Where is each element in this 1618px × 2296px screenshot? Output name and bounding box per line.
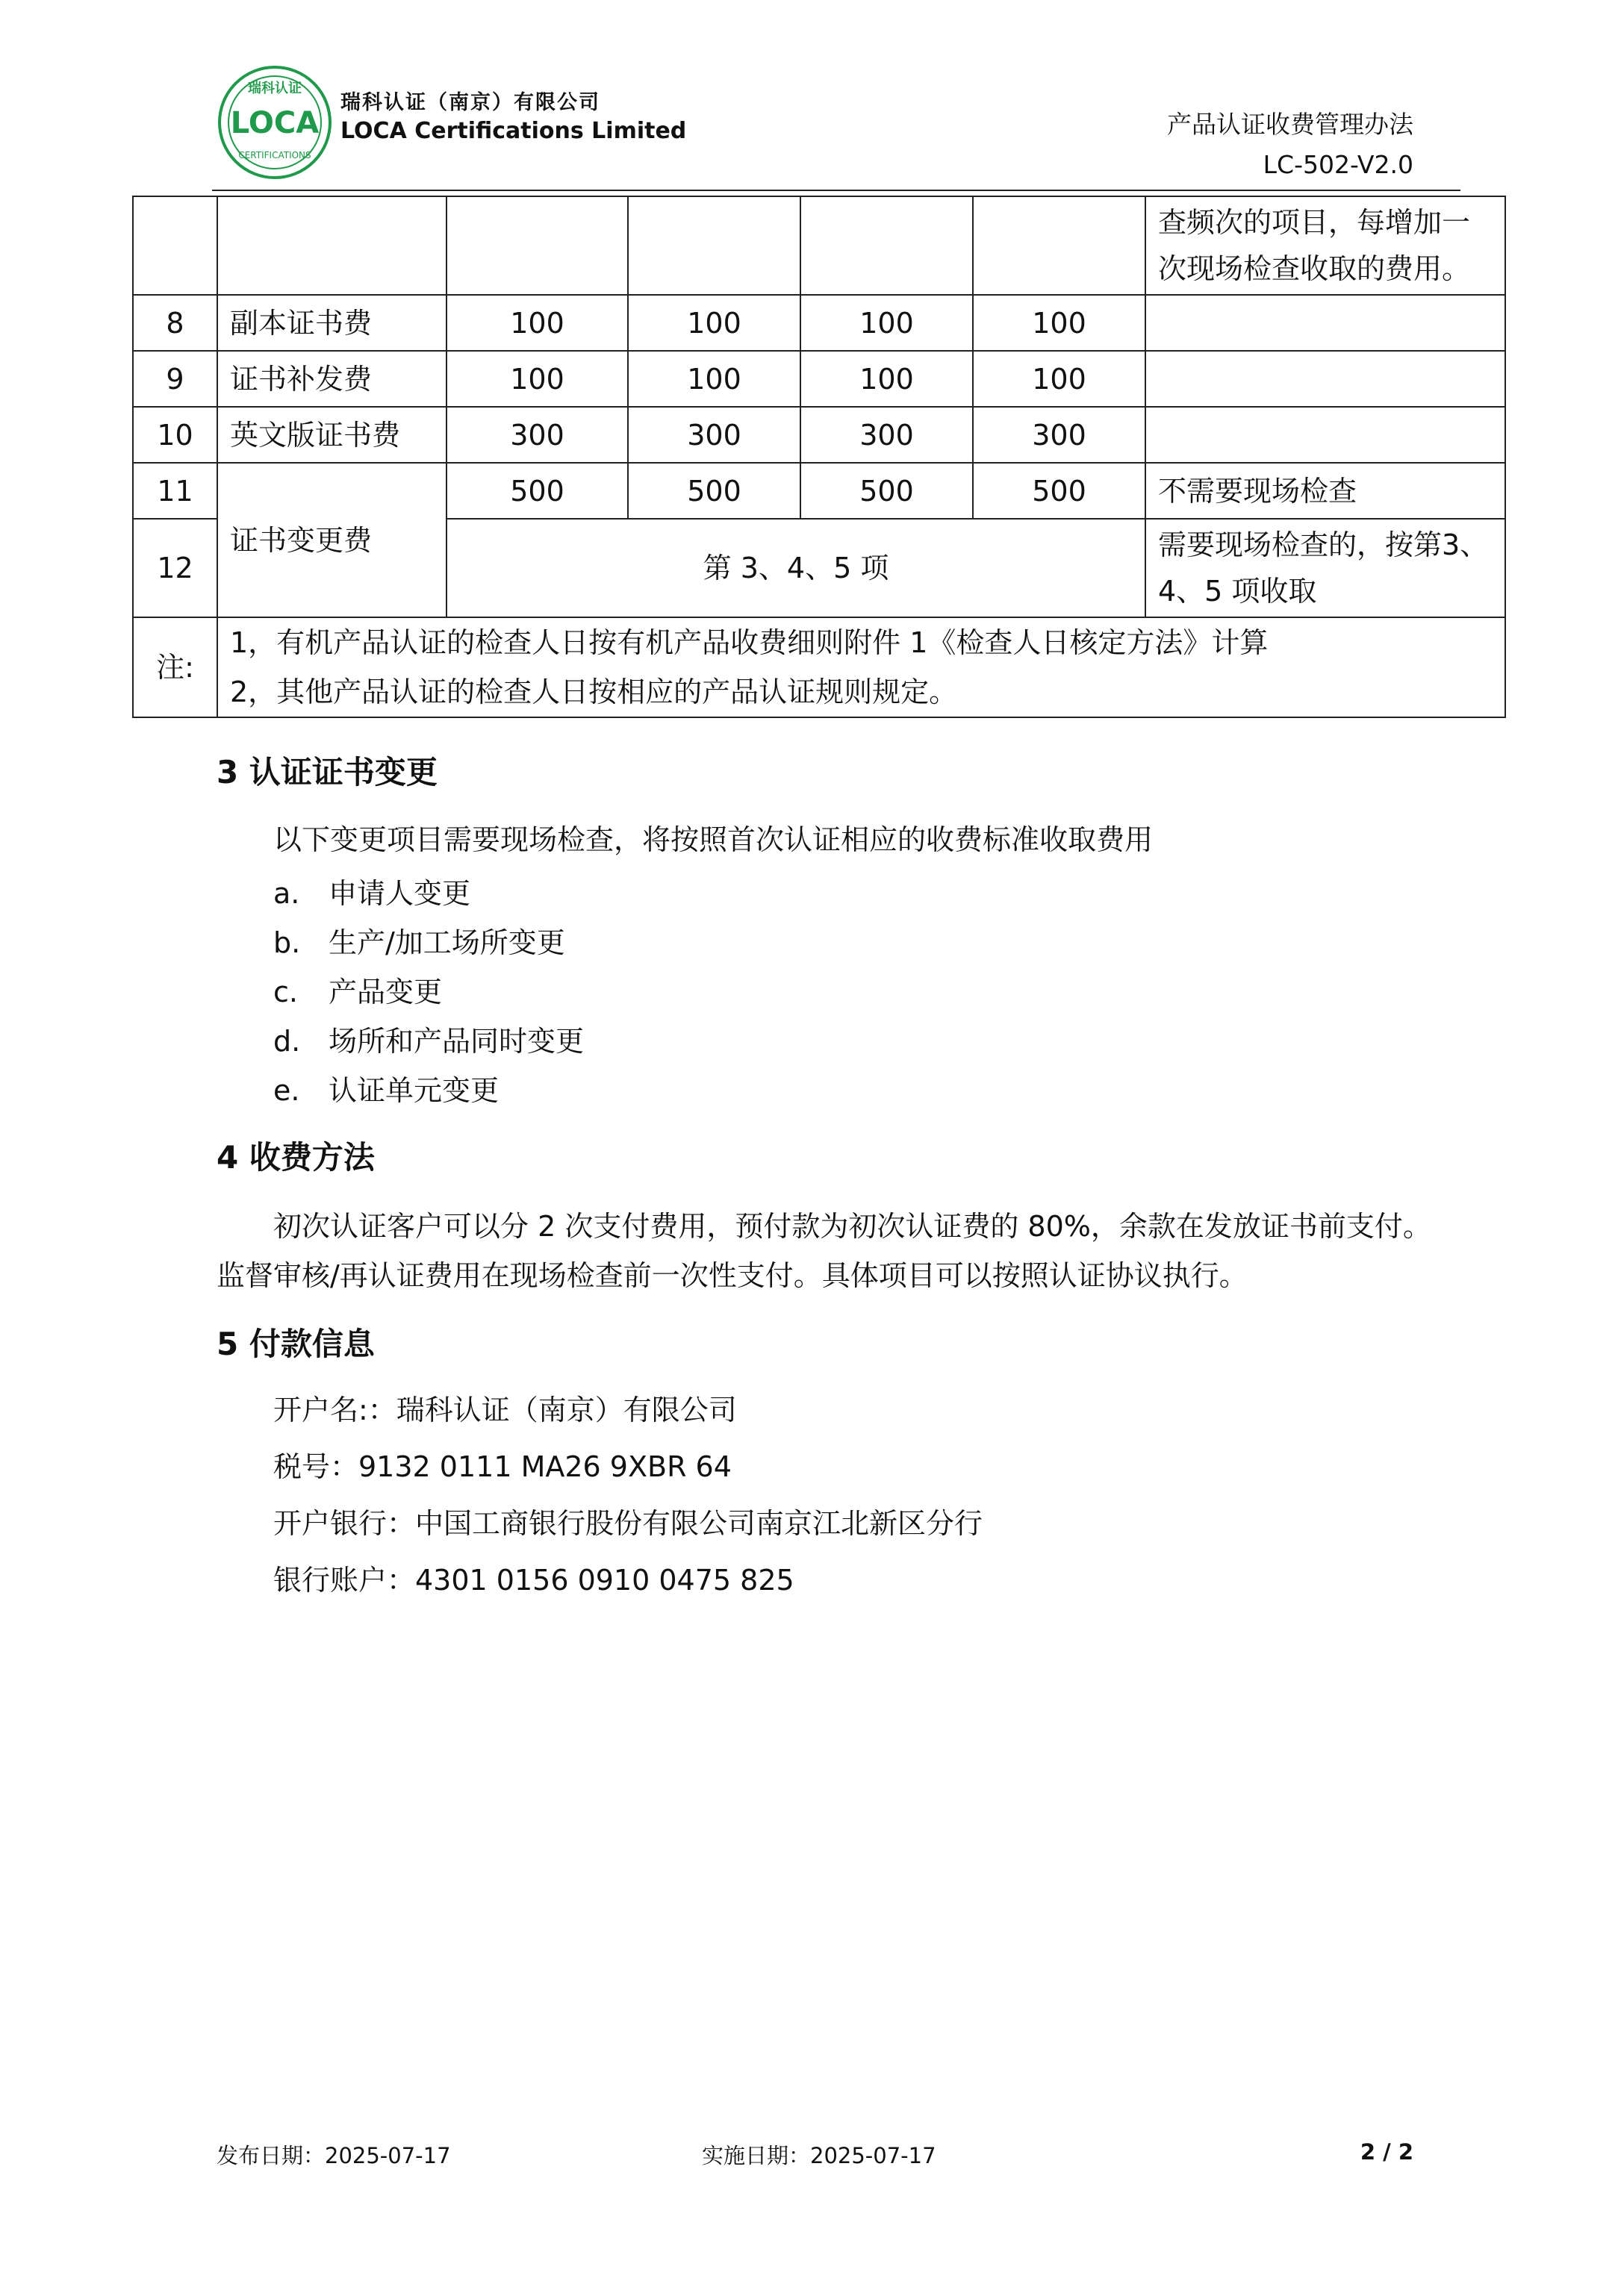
company-name-cn: 瑞科认证（南京）有限公司 — [340, 91, 600, 114]
account-name: 开户名:：瑞科认证（南京）有限公司 — [273, 1394, 737, 1426]
fee-value: 300 — [628, 407, 800, 463]
logo-ring-text: CERTIFICATIONS — [238, 150, 311, 160]
logo-seal-text: 瑞科认证 — [248, 81, 302, 96]
table-row — [133, 351, 1505, 407]
list-item-text: 生产/加工场所变更 — [329, 926, 565, 959]
fee-value: 300 — [800, 407, 973, 463]
list-marker: b. — [273, 926, 301, 959]
document-title-block — [1167, 104, 1413, 185]
note-line: 1，有机产品认证的检查人日按有机产品收费细则附件 1《检查人日核定方法》计算 — [230, 626, 1269, 659]
logo-mark: LOCA — [230, 106, 320, 140]
company-name-block — [340, 90, 686, 146]
row-number: 8 — [133, 295, 217, 351]
fee-value: 300 — [973, 407, 1145, 463]
row-number: 9 — [133, 351, 217, 407]
table-row — [133, 196, 1505, 295]
section-3-heading: 3 认证证书变更 — [217, 754, 438, 790]
fee-value: 500 — [800, 463, 973, 519]
fee-value: 300 — [446, 407, 628, 463]
note-cell — [217, 617, 1505, 717]
list-item-text: 产品变更 — [329, 976, 443, 1008]
row-number: 12 — [133, 519, 217, 617]
note-line: 2，其他产品认证的检查人日按相应的产品认证规则规定。 — [230, 676, 958, 708]
note-label: 注: — [133, 617, 217, 717]
section-4-heading: 4 收费方法 — [217, 1139, 375, 1176]
remark-cell: 不需要现场检查 — [1145, 463, 1505, 519]
list-marker: d. — [273, 1025, 301, 1058]
fee-value: 100 — [973, 295, 1145, 351]
list-marker: a. — [273, 877, 300, 910]
table-note-row — [133, 617, 1505, 717]
fee-item: 证书补发费 — [217, 351, 446, 407]
fee-value: 500 — [446, 463, 628, 519]
remark-cell — [1145, 351, 1505, 407]
fee-value: 100 — [446, 295, 628, 351]
fee-value: 100 — [628, 351, 800, 407]
fee-value: 500 — [628, 463, 800, 519]
merged-fee-cell: 第 3、4、5 项 — [446, 519, 1145, 617]
list-marker: c. — [273, 976, 298, 1008]
list-item-text: 场所和产品同时变更 — [329, 1025, 585, 1058]
row-number: 11 — [133, 463, 217, 519]
section-4-paragraph-line: 监督审核/再认证费用在现场检查前一次性支付。具体项目可以按照认证协议执行。 — [217, 1259, 1248, 1292]
list-item — [273, 870, 470, 911]
fee-table — [132, 196, 1506, 718]
list-item — [273, 969, 442, 1010]
publish-date: 发布日期：2025-07-17 — [217, 2143, 451, 2168]
fee-item: 副本证书费 — [217, 295, 446, 351]
effective-date: 实施日期：2025-07-17 — [702, 2143, 936, 2168]
table-row — [133, 295, 1505, 351]
tax-number: 税号：9132 0111 MA26 9XBR 64 — [273, 1450, 732, 1483]
fee-value: 100 — [973, 351, 1145, 407]
section-4-paragraph-line: 初次认证客户可以分 2 次支付费用，预付款为初次认证费的 80%，余款在发放证书前支付。 — [273, 1210, 1431, 1243]
list-item-text: 申请人变更 — [329, 877, 471, 910]
table-row — [133, 463, 1505, 519]
row-number: 10 — [133, 407, 217, 463]
document-code: LC-502-V2.0 — [1263, 150, 1413, 179]
fee-value: 100 — [800, 351, 973, 407]
fee-item: 英文版证书费 — [217, 407, 446, 463]
page-number: 2 / 2 — [1360, 2139, 1413, 2165]
loca-seal-logo-icon — [217, 64, 333, 181]
fee-item: 证书变更费 — [217, 463, 446, 617]
bank-account: 银行账户：4301 0156 0910 0475 825 — [273, 1564, 794, 1597]
list-item-text: 认证单元变更 — [329, 1074, 500, 1107]
list-item — [273, 1067, 499, 1108]
bank-name: 开户银行：中国工商银行股份有限公司南京江北新区分行 — [273, 1507, 983, 1540]
table-row — [133, 407, 1505, 463]
company-name-en: LOCA Certifications Limited — [340, 118, 687, 144]
list-marker: e. — [273, 1074, 300, 1107]
fee-value: 500 — [973, 463, 1145, 519]
remark-cell — [1145, 295, 1505, 351]
list-item — [273, 920, 565, 961]
document-title: 产品认证收费管理办法 — [1167, 110, 1413, 139]
list-item — [273, 1018, 584, 1059]
section-3-intro: 以下变更项目需要现场检查，将按照首次认证相应的收费标准收取费用 — [273, 823, 1154, 856]
fee-value: 100 — [628, 295, 800, 351]
remark-cell: 查频次的项目，每增加一次现场检查收取的费用。 — [1145, 196, 1505, 295]
remark-cell — [1145, 407, 1505, 463]
section-5-heading: 5 付款信息 — [217, 1326, 375, 1362]
fee-value: 100 — [800, 295, 973, 351]
header-divider — [212, 190, 1460, 191]
remark-cell: 需要现场检查的，按第3、4、5 项收取 — [1145, 519, 1505, 617]
fee-value: 100 — [446, 351, 628, 407]
